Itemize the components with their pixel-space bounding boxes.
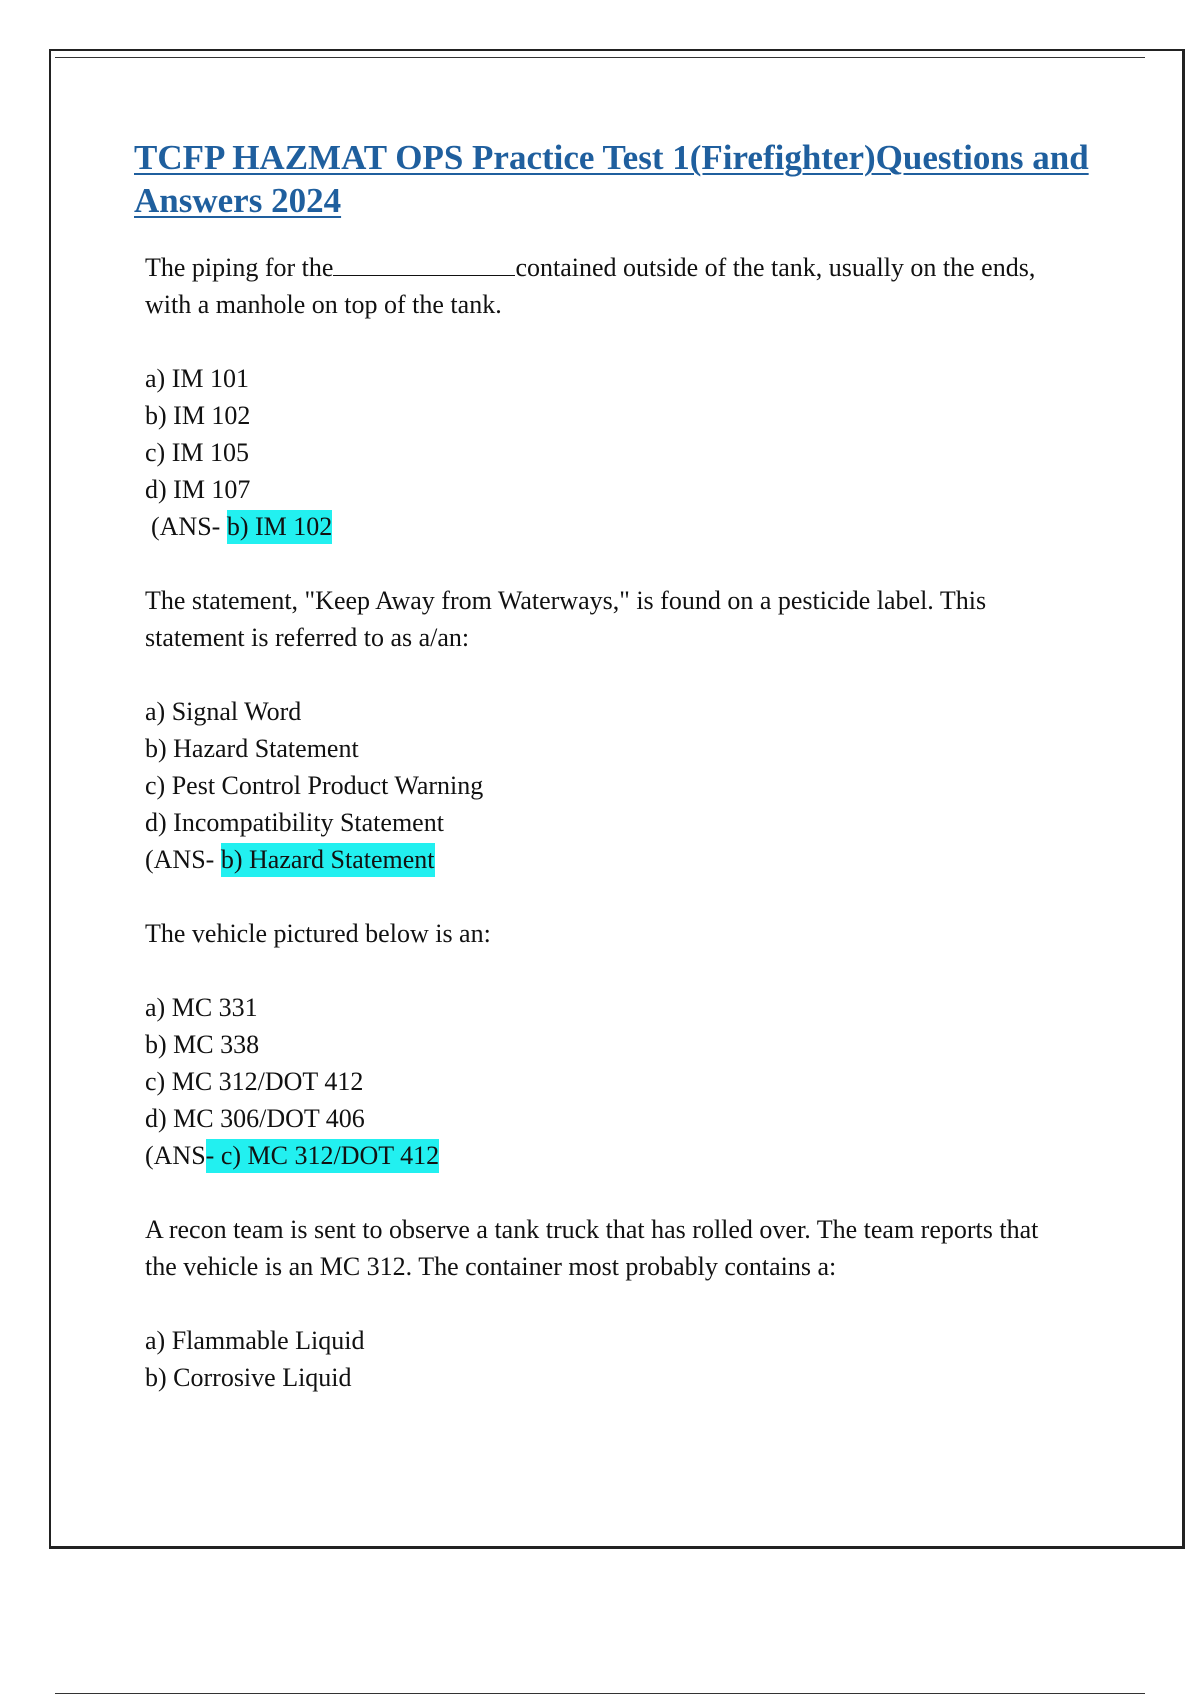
option-a: a) Signal Word (145, 697, 302, 726)
options-list (145, 693, 1075, 841)
question-block-2 (145, 582, 1075, 878)
option-c: c) MC 312/DOT 412 (145, 1067, 364, 1096)
answer-line (145, 1137, 1075, 1174)
option-d: d) MC 306/DOT 406 (145, 1104, 365, 1133)
questions-content (145, 249, 1075, 1433)
answer-prefix: (ANS- (151, 512, 227, 541)
answer-prefix: (ANS (145, 1141, 206, 1170)
answer-highlight: b) Hazard Statement (221, 843, 435, 877)
answer-prefix: (ANS- (145, 845, 221, 874)
bottom-rule (55, 1693, 1145, 1694)
question-block-3 (145, 915, 1075, 1174)
options-list (145, 1322, 1075, 1396)
question-block-1 (145, 249, 1075, 545)
fill-in-blank (333, 253, 515, 276)
option-b: b) Corrosive Liquid (145, 1363, 352, 1392)
option-c: c) Pest Control Product Warning (145, 771, 484, 800)
option-b: b) MC 338 (145, 1030, 260, 1059)
options-list (145, 989, 1075, 1137)
answer-line (145, 841, 1075, 878)
option-d: d) Incompatibility Statement (145, 808, 444, 837)
question-text: The vehicle pictured below is an: (145, 919, 491, 948)
top-rule (55, 57, 1145, 58)
question-text-before: The piping for the (145, 253, 334, 282)
answer-line (145, 508, 1075, 545)
option-a: a) IM 101 (145, 364, 249, 393)
question-text (145, 249, 1075, 323)
option-b: b) IM 102 (145, 401, 251, 430)
document-title (134, 136, 1094, 222)
answer-highlight: - c) MC 312/DOT 412 (206, 1139, 440, 1173)
option-a: a) MC 331 (145, 993, 258, 1022)
answer-highlight: b) IM 102 (227, 510, 332, 544)
question-text: The statement, "Keep Away from Waterways," is found on a pesticide label. This statement is referred to as a/an: (145, 586, 987, 652)
question-text: A recon team is sent to observe a tank truck that has rolled over. The team reports that the vehicle is an MC 312. The container most probably contains a: (145, 1215, 1039, 1281)
question-text-after: contained outside of the tank, usually on the ends, with a manhole on top of the tank. (145, 253, 1036, 319)
document-title-text: TCFP HAZMAT OPS Practice Test 1(Firefighter)Questions and Answers 2024 (134, 138, 1089, 220)
option-a: a) Flammable Liquid (145, 1326, 365, 1355)
option-c: c) IM 105 (145, 438, 249, 467)
question-block-4 (145, 1211, 1075, 1396)
option-b: b) Hazard Statement (145, 734, 359, 763)
options-list (145, 360, 1075, 508)
option-d: d) IM 107 (145, 475, 251, 504)
